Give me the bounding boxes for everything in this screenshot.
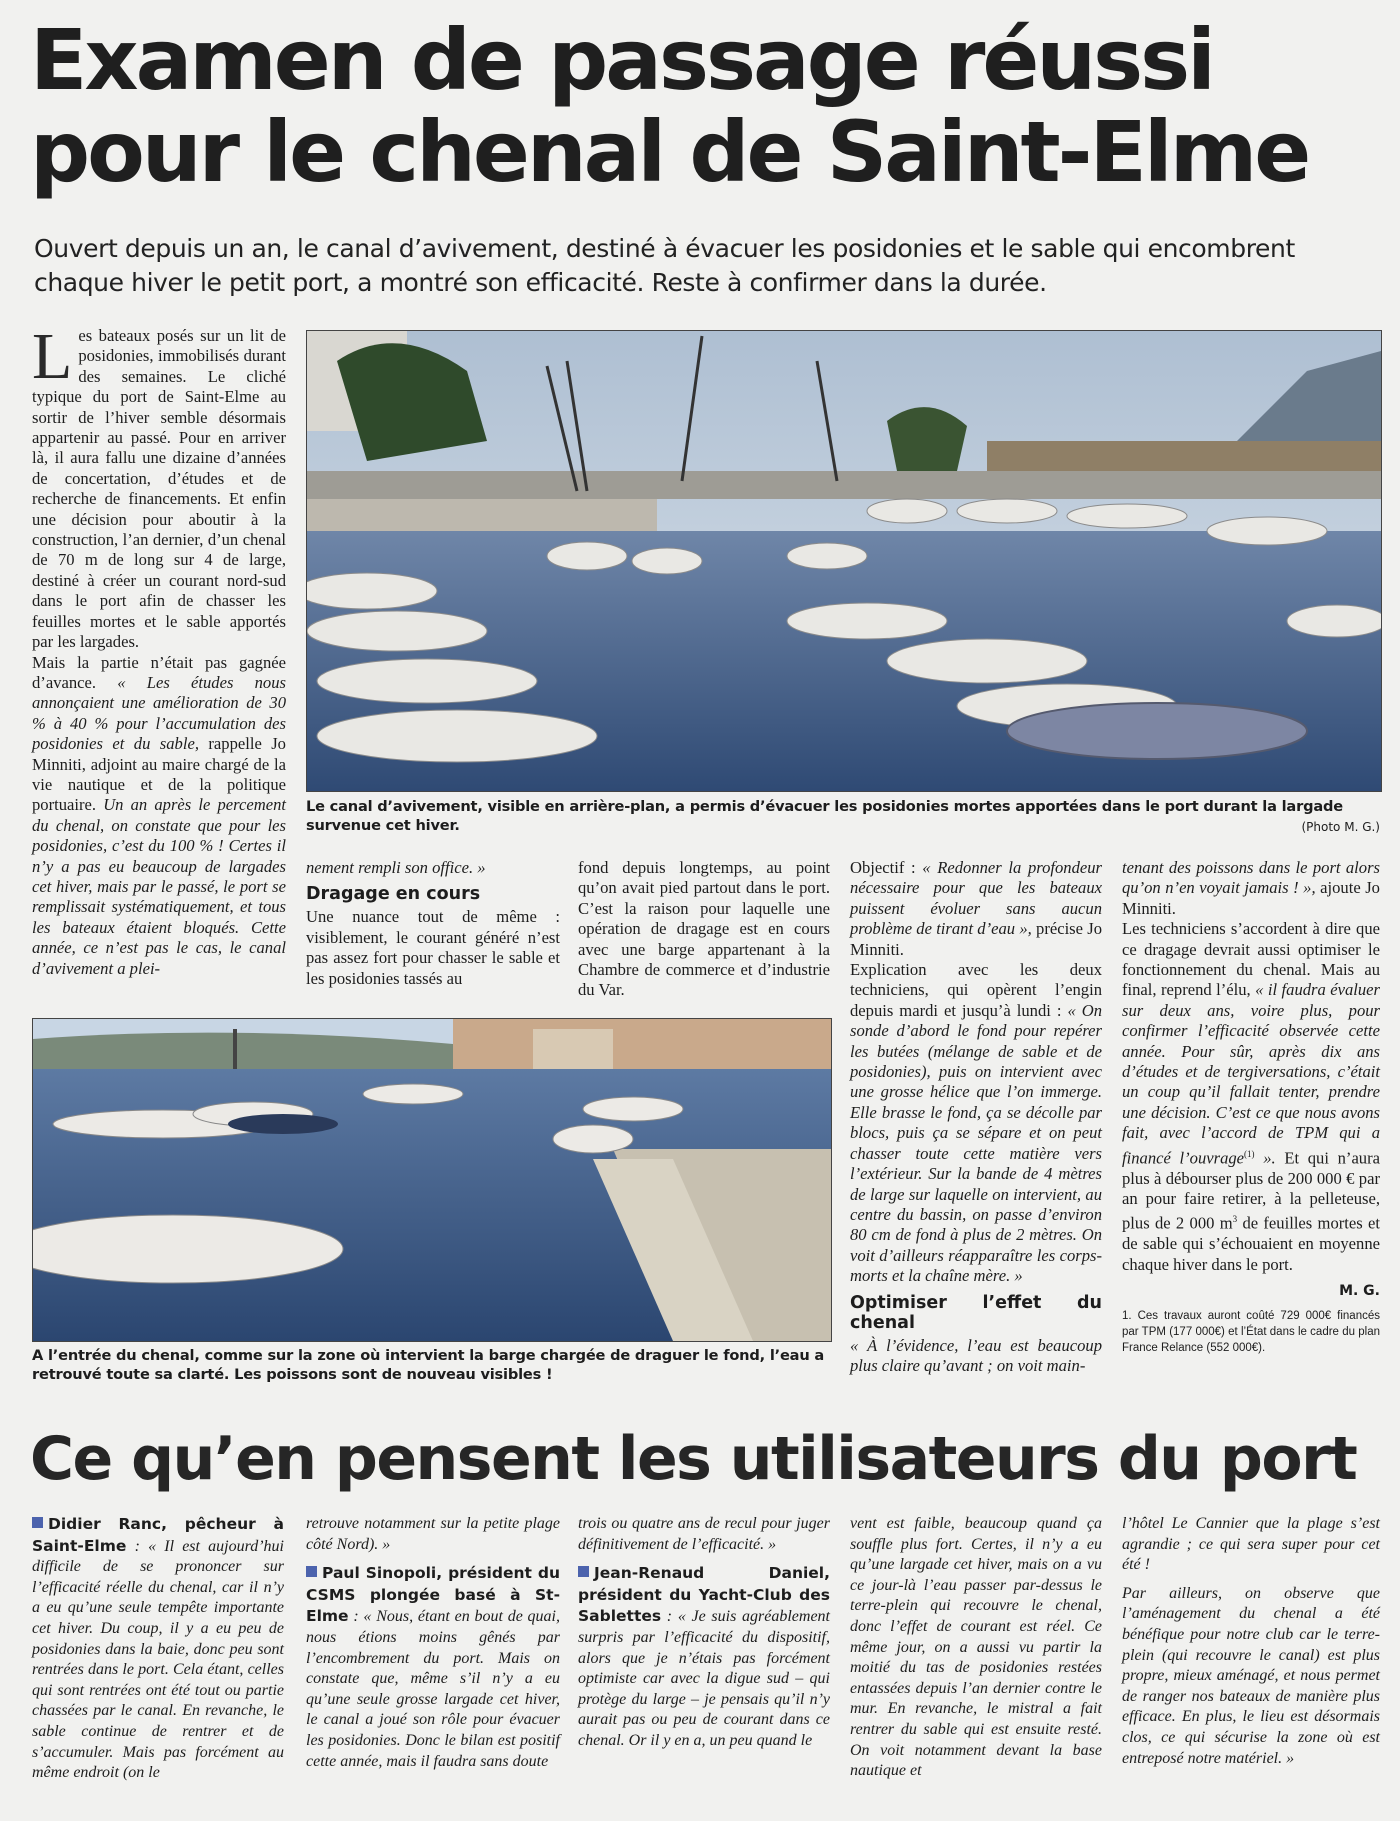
section-title: Ce qu’en pensent les utilisateurs du port [30, 1424, 1357, 1494]
quote-continuation: vent est faible, beaucoup quand ça souffle plus fort. Certes, il n’y a eu qu’une largade cet hiver, mais on a vu ce jour-là l’eau passer par-dessus le terre-plein qui recouvre le chenal, donc l’effet de courant est réel. Ce même jour, on a aussi vu partir la moitié du tas de posidonies restées entassées depuis l’an dernier contre le mur. En revanche, le mistral a fait rentrer du sable qui est ensuite resté. On voit notamment devant la base nautique et [850, 1515, 1102, 1780]
quote-paul-sinopoli: Paul Sinopoli, président du CSMS plongée basé à St-Elme : « Nous, étant en bout de quai, nous étions moins gênés par l’encombrement du port. Mais on constate que, même s’il n’y a eu qu’une seule grosse largade cet hiver, le canal a joué son rôle pour évacuer les posidonies. Donc le bilan est positif cette année, mais il faudra sans doute [306, 1564, 560, 1770]
article-column-3 [578, 858, 830, 1001]
article-paragraph: Mais la partie n’était pas gagnée d’avance. « Les études nous annonçaient une amélioration de 30 % à 40 % pour l’accumulation des posidonies et du sable, rappelle Jo Minniti, adjoint au maire chargé de la vie nautique et de la politique portuaire. Un an après le percement du chenal, on constate que pour les posidonies, c’est du 100 % ! Certes il n’y a pas eu beaucoup de largades cet hiver, mais par le passé, le port se remplissait systématiquement, et tous les bateaux étaient bloqués. Cette année, ce n’est pas le cas, le canal d’avivement a plei- [32, 652, 286, 978]
article-paragraph: Explication avec les deux techniciens, qui opèrent l’engin depuis mardi et jusqu’à lundi : « On sonde d’abord le fond pour repérer les butées (mélange de sable et de posidonies), puis on intervient avec une grosse hélice que l’on immerge. Elle brasse le fond, ça se décolle par blocs, puis ça se sépare et on peut chasser toute cette matière vers l’extérieur. Sur la bande de 4 mètres de large sur laquelle on intervient, au centre du bassin, on passe d’environ 80 cm de fond à plus de 2 mètres. On voit d’ailleurs réapparaître les corps-morts et la chaîne mère. » [850, 960, 1102, 1286]
subhead-optimiser: Optimiser l’effet du chenal [850, 1292, 1102, 1333]
quote-column-4 [850, 1514, 1102, 1790]
standfirst: Ouvert depuis un an, le canal d’avivement, destiné à évacuer les posidonies et le sable qui encombrent chaque hiver le petit port, a montré son efficacité. Reste à confirmer dans la durée. [34, 234, 1295, 297]
photo-caption-2: A l’entrée du chenal, comme sur la zone où intervient la barge chargée de draguer le fond, l’eau a retrouvé toute sa clarté. Les poissons sont de nouveau visibles ! [32, 1347, 825, 1383]
article-column-5 [1122, 858, 1380, 1356]
headline-line-2: pour le chenal de Saint-Elme [30, 103, 1309, 201]
quote-column-5 [1122, 1514, 1380, 1777]
footnote: 1. Ces travaux auront coûté 729 000€ financés par TPM (177 000€) et l’État dans le cadre du plan France Relance (552 000€). [1122, 1309, 1380, 1354]
headline-line-1: Examen de passage réussi [30, 11, 1213, 109]
quote-jean-renaud-daniel: Jean-Renaud Daniel, président du Yacht-Club des Sablettes : « Je suis agréablement surpris par l’efficacité du dispositif, alors que je n’étais pas forcément optimiste car avec la digue sud – qui protège du large – je pensais qu’il n’y aurait pas ou peu de courant dans ce chenal. Or il y en a, un peu quand le [578, 1564, 830, 1749]
quote-column-1 [32, 1514, 284, 1792]
article-paragraph: Objectif : « Redonner la profondeur nécessaire pour que les bateaux puissent évoluer sans aucun problème de tirant d’eau », précise Jo Minniti. [850, 858, 1102, 959]
dropcap: L [32, 320, 73, 393]
article-paragraph: es bateaux posés sur un lit de posidonies, immobilisés durant des semaines. Le cliché typique du port de Saint-Elme au sortir de l’hiver semble désormais appartenir au passé. Pour en arriver là, il aura fallu une dizaine d’années de concertation, d’études et de recherche de financements. Et enfin une décision pour aboutir à la construction, l’an dernier, d’un chenal de 70 m de long sur 4 de large, destiné à créer un courant nord-sud dans le port afin de chasser les feuilles mortes et le sable apportés par les largades. [32, 326, 286, 652]
article-paragraph: fond depuis longtemps, au point qu’on avait pied partout dans le port. C’est la raison pour laquelle une opération de dragage est en cours avec une barge appartenant à la Chambre de commerce et d’industrie du Var. [578, 858, 830, 1000]
article-paragraph: Une nuance tout de même : visiblement, le courant généré n’est pas assez fort pour chasser le sable et les posidonies tassés au [306, 907, 560, 988]
bullet-square-icon [306, 1566, 317, 1577]
bullet-square-icon [578, 1566, 589, 1577]
channel-entrance-photo-illustration [33, 1019, 831, 1341]
article-column-2 [306, 858, 560, 989]
bullet-square-icon [32, 1517, 43, 1528]
article-column-1 [32, 320, 286, 979]
quote-continuation: retrouve notamment sur la petite plage côté Nord). » [306, 1515, 560, 1553]
harbor-photo-illustration [307, 331, 1381, 791]
photo-credit: (Photo M. G.) [1301, 820, 1380, 834]
subhead-dragage: Dragage en cours [306, 884, 481, 905]
signature: M. G. [1339, 1283, 1380, 1300]
quote-column-3 [578, 1514, 830, 1760]
article-paragraph: nement rempli son office. » [306, 858, 486, 877]
quote-didier-ranc: Didier Ranc, pêcheur à Saint-Elme : « Il est aujourd’hui difficile de se prononcer sur l’efficacité réelle du chenal, car il n’y a eu qu’une seule tempête importante cet hiver. Du coup, il y a eu peu de posidonies dans la baie, donc peu sont rentrées dans le port. Cela étant, celles qui sont rentrées ont été tout ou partie chassées par le canal. En revanche, le sable continue de rentrer et de s’accumuler. Mais pas forcément au même endroit (on le [32, 1515, 284, 1782]
harbor-photo [306, 330, 1382, 792]
quote-continuation: l’hôtel Le Cannier que la plage s’est agrandie ; ce qui sera super pour cet été ! [1122, 1515, 1380, 1574]
quote-continuation: Par ailleurs, on observe que l’aménagement du chenal a été bénéfique pour notre club car le terre-plein (qui recouvre le canal) est plus propre, mieux aménagé, et nous permet de ranger nos bateaux de manière plus efficace. En plus, le lieu est désormais clos, ce qui sécurise la zone où est entreposé notre matériel. » [1122, 1584, 1380, 1767]
headline [30, 11, 1370, 201]
article-column-4 [850, 858, 1102, 1376]
quote-continuation: trois ou quatre ans de recul pour juger définitivement de l’efficacité. » [578, 1515, 830, 1553]
channel-entrance-photo [32, 1018, 832, 1342]
article-paragraph: « À l’évidence, l’eau est beaucoup plus claire qu’avant ; on voit main- [850, 1335, 1102, 1375]
quote-column-2 [306, 1514, 560, 1780]
article-paragraph: tenant des poissons dans le port alors qu’on n’en voyait jamais ! », ajoute Jo Minniti. [1122, 858, 1380, 918]
photo-caption: Le canal d’avivement, visible en arrière-plan, a permis d’évacuer les posidonies mortes apportées dans le port durant la largade survenue cet hiver. [306, 798, 1343, 834]
article-paragraph: Les techniciens s’accordent à dire que ce dragage devrait aussi optimiser le fonctionnement du chenal. Mais au final, reprend l’élu, « il faudra évaluer sur deux ans, voire plus, pour confirmer l’efficacité observée cette année. Pour sûr, après dix ans d’études et de tergiversations, c’était un coup qu’il fallait tenter, prendre une décision. C’est ce que nous avons fait, avec l’accord de TPM qui a financé l’ouvrage$^{(1)}$ ». Et qui n’aura plus à débourser plus de 200 000 € par an pour faire retirer, à la pelleteuse, plus de 2 000 $m^3$ de feuilles mortes et de sable qui s’échouaient en moyenne chaque hiver dans le port. [1122, 919, 1380, 1274]
